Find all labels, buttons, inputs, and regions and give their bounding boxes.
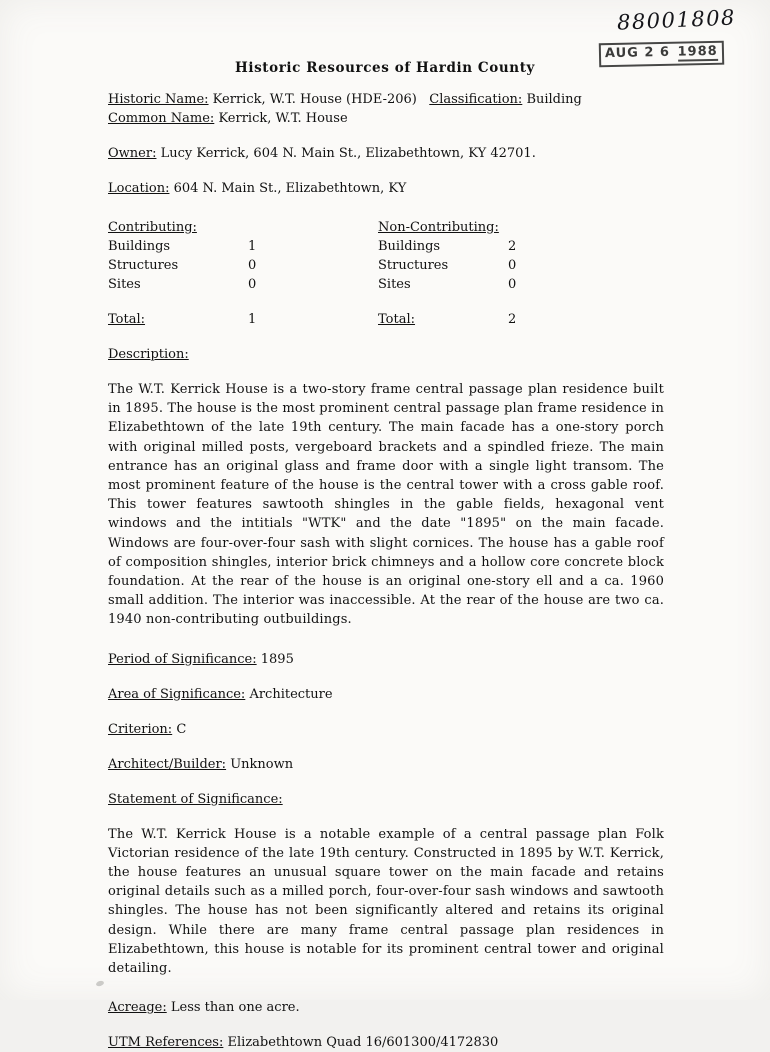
contributing-sites-value: 0 bbox=[248, 277, 257, 292]
contributing-buildings-label: Buildings bbox=[108, 239, 171, 254]
noncontributing-header: Non-Contributing: bbox=[378, 220, 499, 235]
period-of-significance-line bbox=[108, 650, 664, 669]
common-name-line bbox=[108, 109, 664, 128]
acreage-value: Less than one acre. bbox=[170, 1000, 300, 1016]
owner-label: Owner: bbox=[108, 146, 157, 161]
contributing-header: Contributing: bbox=[108, 220, 197, 235]
table-row bbox=[108, 237, 664, 256]
acreage-line bbox=[108, 998, 664, 1017]
architect-builder-line bbox=[108, 755, 664, 774]
historic-name-line bbox=[108, 90, 664, 109]
contributing-structures-label: Structures bbox=[108, 258, 179, 273]
architect-value: Unknown bbox=[230, 756, 294, 772]
historic-name-value: Kerrick, W.T. House (HDE-206) bbox=[212, 92, 417, 107]
stamp-day: 2 6 bbox=[644, 44, 671, 61]
period-label: Period of Significance: bbox=[108, 651, 257, 667]
utm-references-line bbox=[108, 1033, 664, 1052]
utm-value: Elizabethtown Quad 16/601300/4172830 bbox=[227, 1035, 499, 1051]
contributing-structures-value: 0 bbox=[248, 258, 257, 273]
counts-total-row bbox=[108, 310, 664, 329]
statement-heading-text: Statement of Significance: bbox=[108, 791, 283, 807]
criterion-value: C bbox=[176, 721, 187, 737]
contributing-buildings-value: 1 bbox=[248, 239, 257, 254]
noncontributing-structures-value: 0 bbox=[508, 258, 517, 273]
resource-counts-table bbox=[108, 218, 664, 329]
period-value: 1895 bbox=[260, 651, 294, 667]
common-name-label: Common Name: bbox=[108, 111, 215, 126]
counts-spacer-row bbox=[108, 294, 664, 310]
noncontributing-sites-value: 0 bbox=[508, 277, 517, 292]
table-row bbox=[108, 275, 664, 294]
contributing-sites-label: Sites bbox=[108, 277, 141, 292]
area-value: Architecture bbox=[249, 686, 333, 702]
description-heading bbox=[108, 345, 664, 364]
owner-line bbox=[108, 144, 664, 163]
description-paragraph: The W.T. Kerrick House is a two-story frame central passage plan residence built in 1895. The house is the most prominent central passage plan frame residence in Elizabethtown of the late 19th century. The main facade has a one-story porch with original milled posts, vergeboard brackets and a spindled frieze. The main entrance has an original glass and frame door with a single light transom. The most prominent feature of the house is the central tower with a cross gable roof. This tower features sawtooth shingles in the gable fields, hexagonal vent windows and the intitials "WTK" and the date "1895" on the main facade. Windows are four-over-four sash with slight cornices. The house has a gable roof of composition shingles, interior brick chimneys and a hollow core concrete block foundation. At the rear of the house is an original one-story ell and a ca. 1960 small addition. The interior was inaccessible. At the rear of the house are two ca. 1940 non-contributing outbuildings. bbox=[108, 382, 664, 628]
common-name-value: Kerrick, W.T. House bbox=[218, 111, 348, 126]
statement-paragraph: The W.T. Kerrick House is a notable example of a central passage plan Folk Victorian residence of the late 19th century. Constructed in 1895 by W.T. Kerrick, the house features an unusual square tower on the main facade and retains original details such as a milled porch, four-over-four sash windows and sawtooth shingles. The house has not been significantly altered and retains its original design. While there are many frame central passage plan residences in Elizabethtown, this house is notable for its prominent central tower and original detailing. bbox=[108, 826, 664, 977]
criterion-line bbox=[108, 720, 664, 739]
statement-heading bbox=[108, 790, 664, 809]
accession-number: 88001808 bbox=[616, 5, 737, 35]
historic-name-label: Historic Name: bbox=[108, 92, 209, 107]
noncontributing-buildings-label: Buildings bbox=[378, 239, 441, 254]
architect-label: Architect/Builder: bbox=[108, 756, 227, 772]
location-value: 604 N. Main St., Elizabethtown, KY bbox=[173, 181, 407, 196]
criterion-label: Criterion: bbox=[108, 721, 173, 737]
classification-label: Classification: bbox=[429, 92, 523, 107]
page-smudge bbox=[95, 980, 104, 987]
location-line bbox=[108, 179, 664, 198]
stamp-year: 1988 bbox=[677, 43, 719, 60]
noncontributing-buildings-value: 2 bbox=[508, 239, 517, 254]
counts-spacer-cell bbox=[108, 294, 664, 310]
owner-value: Lucy Kerrick, 604 N. Main St., Elizabethtown, KY 42701. bbox=[160, 146, 536, 161]
stamp-agency: AUG bbox=[605, 45, 640, 62]
table-row bbox=[108, 256, 664, 275]
location-label: Location: bbox=[108, 181, 170, 196]
noncontributing-sites-label: Sites bbox=[378, 277, 411, 292]
noncontributing-header-spacer bbox=[508, 218, 664, 237]
utm-label: UTM References: bbox=[108, 1035, 224, 1051]
area-label: Area of Significance: bbox=[108, 686, 246, 702]
page-title: Historic Resources of Hardin County bbox=[234, 60, 535, 76]
noncontributing-total-value: 2 bbox=[508, 312, 517, 327]
noncontributing-structures-label: Structures bbox=[378, 258, 449, 273]
contributing-total-label: Total: bbox=[108, 312, 146, 327]
contributing-header-spacer bbox=[248, 218, 378, 237]
classification-value: Building bbox=[526, 92, 582, 107]
document-body bbox=[108, 90, 664, 1052]
area-of-significance-line bbox=[108, 685, 664, 704]
counts-header-row bbox=[108, 218, 664, 237]
contributing-total-value: 1 bbox=[248, 312, 257, 327]
noncontributing-total-label: Total: bbox=[378, 312, 416, 327]
acreage-label: Acreage: bbox=[108, 1000, 167, 1016]
description-heading-text: Description: bbox=[108, 347, 189, 362]
